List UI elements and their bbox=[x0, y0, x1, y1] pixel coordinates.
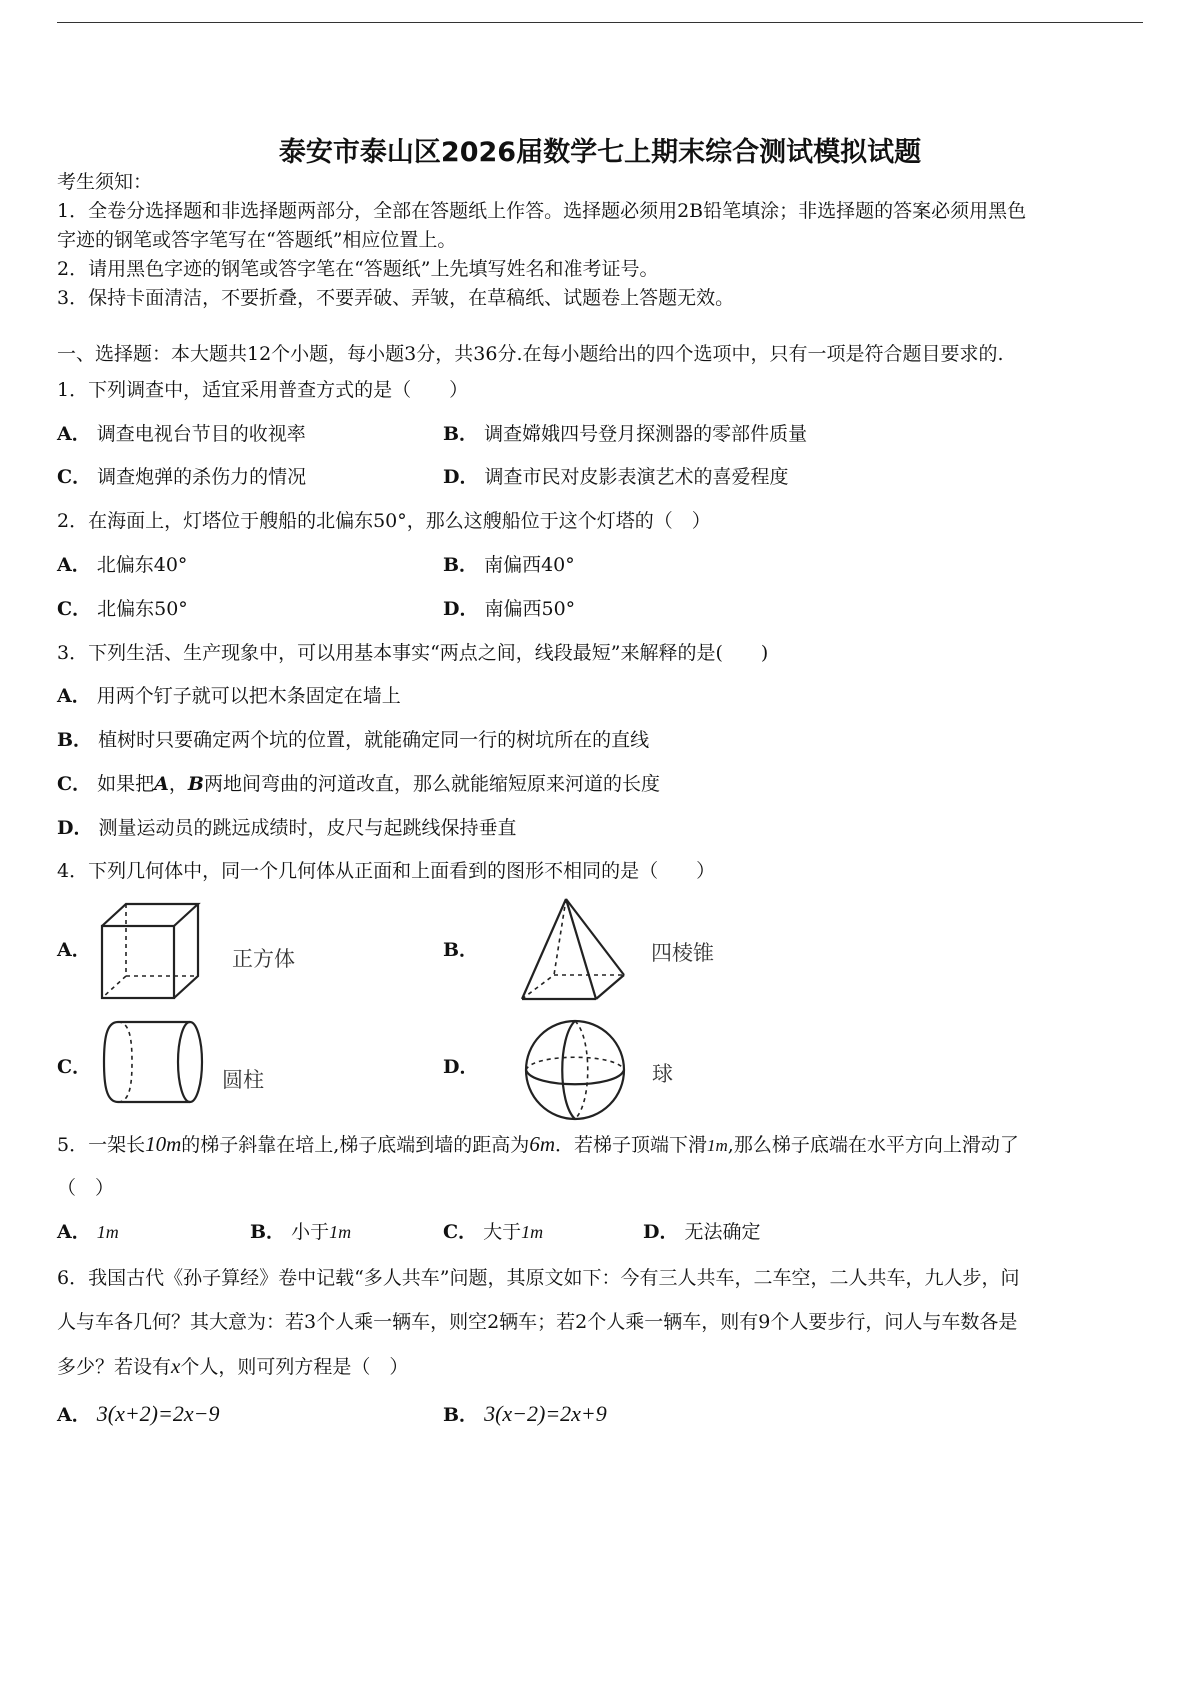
q4-option-c-label bbox=[57, 1055, 97, 1079]
q3-option-d bbox=[57, 816, 517, 840]
q1-option-c bbox=[57, 465, 306, 489]
q6-line-2: 人与车各几何？其大意为：若3个人乘一辆车，则空2辆车；若2个人乘一辆车，则有9个人要步行，问人与车数各是 bbox=[57, 1311, 1018, 1333]
option-letter: B． bbox=[443, 554, 479, 576]
cylinder-figure bbox=[100, 1018, 206, 1106]
option-letter: A． bbox=[57, 1404, 91, 1426]
notice-item-3: 3．保持卡面清洁，不要折叠，不要弄破、弄皱，在草稿纸、试题卷上答题无效。 bbox=[57, 287, 735, 309]
option-text: 大于 bbox=[483, 1221, 522, 1243]
option-letter: D． bbox=[443, 598, 479, 620]
ladder-length: 10m bbox=[145, 1132, 182, 1156]
option-text: 北偏东50° bbox=[97, 598, 188, 620]
q1-option-d bbox=[443, 465, 789, 489]
q6-text-a: 多少？若设有 bbox=[57, 1356, 172, 1378]
option-text: 南偏西40° bbox=[484, 554, 575, 576]
option-text-pre: 如果把 bbox=[97, 773, 155, 795]
ladder-distance: 6m bbox=[529, 1132, 555, 1156]
q2-stem: 2．在海面上，灯塔位于艘船的北偏东50°，那么这艘船位于这个灯塔的（ ） bbox=[57, 510, 711, 532]
separator: ， bbox=[168, 773, 188, 795]
variable-x: x bbox=[171, 1354, 181, 1378]
option-value: 1m bbox=[329, 1222, 352, 1242]
option-letter: D． bbox=[57, 817, 93, 839]
q5-text-c: ．若梯子顶端下滑 bbox=[554, 1134, 707, 1156]
point-a: A bbox=[154, 773, 169, 795]
q6-line-1: 6．我国古代《孙子算经》卷中记载“多人共车”问题，其原文如下：今有三人共车，二车空，二人共车，九人步，问 bbox=[57, 1267, 1020, 1289]
q5-option-a bbox=[57, 1220, 119, 1244]
option-text: 调查炮弹的杀伤力的情况 bbox=[97, 466, 307, 488]
sphere-caption: 球 bbox=[652, 1062, 673, 1086]
q1-option-b bbox=[443, 422, 807, 446]
cube-figure bbox=[98, 900, 208, 1004]
option-letter: C． bbox=[57, 466, 92, 488]
q3-stem: 3．下列生活、生产现象中，可以用基本事实“两点之间，线段最短”来解释的是( ) bbox=[57, 642, 769, 664]
option-text: 植树时只要确定两个坑的位置，就能确定同一行的树坑所在的直线 bbox=[98, 729, 650, 751]
q3-option-b bbox=[57, 728, 649, 752]
q6-line-3 bbox=[57, 1354, 408, 1379]
equation: 3(x−2)=2x+9 bbox=[484, 1401, 607, 1426]
cube-caption: 正方体 bbox=[232, 947, 295, 971]
q5-text-a: 5．一架长 bbox=[57, 1134, 146, 1156]
option-letter: C． bbox=[57, 598, 92, 620]
slide-amount: 1m bbox=[707, 1136, 728, 1155]
notice-item-1: 1．全卷分选择题和非选择题两部分，全部在答题纸上作答。选择题必须用2B铅笔填涂；非选择题的答案必须用黑色 bbox=[57, 200, 1027, 222]
option-text: 调查电视台节目的收视率 bbox=[96, 423, 306, 445]
cylinder-caption: 圆柱 bbox=[222, 1068, 264, 1092]
pyramid-caption: 四棱锥 bbox=[651, 941, 714, 965]
q1-stem: 1．下列调查中，适宜采用普查方式的是（ ） bbox=[57, 379, 469, 401]
q2-option-a bbox=[57, 553, 187, 577]
q1-option-a bbox=[57, 422, 306, 446]
header-rule bbox=[57, 22, 1143, 23]
option-letter: B． bbox=[57, 729, 93, 751]
section-heading: 一、选择题：本大题共12个小题，每小题3分，共36分.在每小题给出的四个选项中，只有一项是符合题目要求的. bbox=[57, 343, 1004, 365]
q5-option-c bbox=[443, 1220, 543, 1244]
option-letter: A． bbox=[57, 939, 91, 961]
option-value: 1m bbox=[96, 1222, 119, 1242]
option-letter: B． bbox=[443, 423, 479, 445]
q5-stem-cont: （ ） bbox=[57, 1177, 115, 1199]
option-letter: A． bbox=[57, 1221, 91, 1243]
option-text: 用两个钉子就可以把木条固定在墙上 bbox=[96, 685, 401, 707]
option-letter: C． bbox=[57, 773, 92, 795]
q3-option-a bbox=[57, 684, 401, 708]
q6-text-b: 个人，则可列方程是（ ） bbox=[180, 1356, 409, 1378]
option-text: 南偏西50° bbox=[484, 598, 576, 620]
option-value: 1m bbox=[521, 1222, 544, 1242]
page-title: 泰安市泰山区2026届数学七上期末综合测试模拟试题 bbox=[278, 137, 922, 168]
option-text: 小于 bbox=[291, 1221, 330, 1243]
option-letter: B． bbox=[250, 1221, 286, 1243]
q4-stem: 4．下列几何体中，同一个几何体从正面和上面看到的图形不相同的是（ ） bbox=[57, 860, 716, 882]
q5-option-d bbox=[643, 1220, 761, 1244]
option-text: 测量运动员的跳远成绩时，皮尺与起跳线保持垂直 bbox=[98, 817, 517, 839]
option-letter: D． bbox=[443, 466, 479, 488]
q5-option-b bbox=[250, 1220, 351, 1244]
option-letter: C． bbox=[57, 1056, 92, 1078]
notice-heading: 考生须知： bbox=[57, 171, 153, 193]
q2-option-c bbox=[57, 597, 188, 621]
q5-text-b: 的梯子斜靠在培上,梯子底端到墙的距高为 bbox=[181, 1134, 530, 1156]
option-letter: A． bbox=[57, 423, 91, 445]
q6-option-a bbox=[57, 1402, 219, 1427]
sphere-figure bbox=[522, 1017, 628, 1123]
point-b: B bbox=[187, 773, 204, 795]
pyramid-figure bbox=[518, 895, 630, 1003]
option-text: 无法确定 bbox=[684, 1221, 761, 1243]
option-letter: A． bbox=[57, 685, 91, 707]
option-letter: B． bbox=[443, 1404, 479, 1426]
option-text: 调查嫦娥四号登月探测器的零部件质量 bbox=[484, 423, 808, 445]
q2-option-b bbox=[443, 553, 575, 577]
option-letter: A． bbox=[57, 554, 91, 576]
option-letter: D． bbox=[643, 1221, 679, 1243]
option-letter: C． bbox=[443, 1221, 478, 1243]
q3-option-c bbox=[57, 772, 660, 796]
q4-option-d-label bbox=[443, 1055, 484, 1079]
q5-text-d: ,那么梯子底端在水平方向上滑动了 bbox=[727, 1134, 1019, 1156]
q6-option-b bbox=[443, 1402, 607, 1427]
q4-option-a-label bbox=[57, 938, 97, 962]
q5-stem bbox=[57, 1132, 1019, 1158]
notice-item-1-cont: 字迹的钢笔或答字笔写在“答题纸”相应位置上。 bbox=[57, 229, 457, 251]
option-letter: B． bbox=[443, 939, 479, 961]
option-text-post: 两地间弯曲的河道改直，那么就能缩短原来河道的长度 bbox=[203, 773, 660, 795]
option-text: 调查市民对皮影表演艺术的喜爱程度 bbox=[484, 466, 789, 488]
equation: 3(x+2)=2x−9 bbox=[96, 1401, 220, 1426]
notice-item-2: 2．请用黑色字迹的钢笔或答字笔在“答题纸”上先填写姓名和准考证号。 bbox=[57, 258, 659, 280]
option-text: 北偏东40° bbox=[96, 554, 188, 576]
q2-option-d bbox=[443, 597, 575, 621]
option-letter: D． bbox=[443, 1056, 479, 1078]
q4-option-b-label bbox=[443, 938, 484, 962]
